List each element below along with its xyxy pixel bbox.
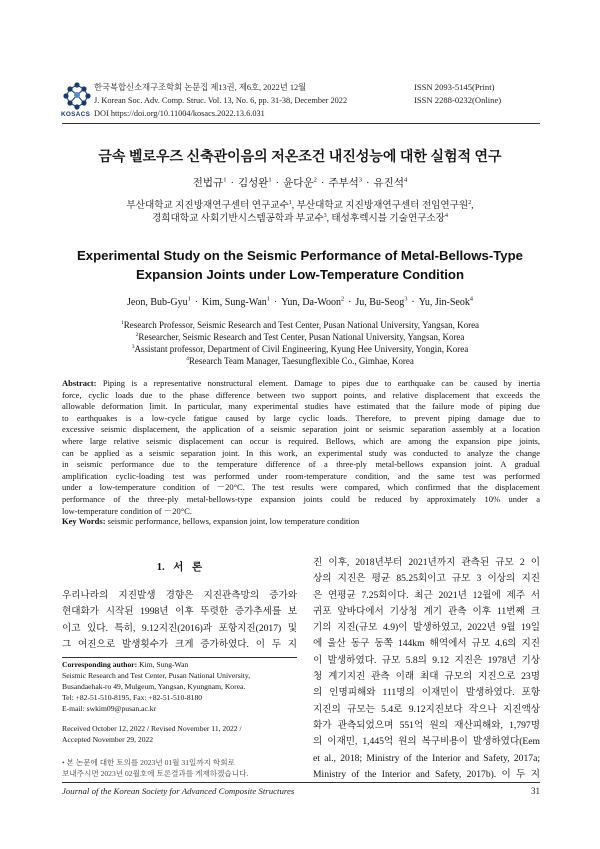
author-sup: 4 [403,176,408,184]
date-line: Accepted November 29, 2022 [62,735,154,744]
corresponding-name: Kim, Sung-Wan [139,660,189,669]
footer-divider [62,782,540,783]
author-name: 김성완 [237,178,269,189]
affiliation-line [0,199,600,212]
body-line: 귀포 앞바다에서 기상청 계기 관측 이후 11번째 크 [313,605,540,617]
affiliation-sup: 4 [445,212,448,219]
author-separator: · [366,178,370,189]
journal-korean: 한국복합신소재구조학회 논문집 제13권, 제6호, 2022년 12월 [94,83,307,92]
author-name: Kim, Sung-Wan [202,297,267,308]
affiliation-text: 부산대학교 지진방재연구센터 전임연구원 [296,200,469,211]
affiliation-text: Research Team Manager, Taesungflexible Co., Gimhae, Korea [188,356,414,366]
title-korean: 금속 벨로우즈 신축관이음의 저온조건 내진성능에 대한 실험적 연구 [98,150,502,165]
body-line: 그 여진으로 발생횟수가 크게 증가하였다. 이 두 지 [62,638,297,650]
body-line: 상의 지진은 평균 85.25회이고 규모 3 이상의 지진 [313,573,540,585]
author-sup: 1 [266,295,270,303]
abstract-line [62,378,540,390]
affiliation-text: Assistant professor, Department of Civil Engineering, Kyung Hee University, Yongin, Korea [134,344,469,354]
keywords-label: Key Words: [62,516,106,526]
affiliation-line [0,212,600,225]
doi-link[interactable]: DOI https://doi.org/10.11004/kosacs.2022.13.6.031 [94,109,265,118]
abstract-line: performance of the three-ply metal-bellows-type expansion joints could be reduced by approximately 10% under a [62,493,540,504]
affiliation-sup: 1 [288,199,292,206]
body-line: 은 연평균 7.25회이다. 최근 2021년 12월에 제주 서 [313,589,540,601]
issn-print: ISSN 2093-5145(Print) [414,82,495,92]
abstract-line: to earthquakes is a low-cycle fatigue caused by large cyclic loads. Therefore, to prevent piping damage due to [62,412,540,423]
keywords-text: seismic performance, bellows, expansion joint, low temperature condition [107,516,360,526]
corresponding-author-line [62,659,297,670]
body-line: 청 계기지진 관측 이래 최대 규모의 지진으로 23명 [313,671,540,683]
affiliation-line [0,319,600,331]
author-sup: 2 [313,176,317,184]
author-separator: · [273,297,278,308]
corresponding-line: E-mail: swkim09@pusan.ac.kr [62,704,157,713]
journal-english: J. Korean Soc. Adv. Comp. Struc. Vol. 13, No. 6, pp. 31-38, December 2022 [94,96,348,105]
corresponding-label: Corresponding author: [62,660,138,669]
abstract-line: can be applied as a seismic separation joint. In this work, an experimental study was conducted to analyze the change [62,447,540,458]
body-line: 이고 있다. 특히, 9.12지진(2016)과 포항지진(2017) 및 [62,622,297,634]
body-line: 진 이후, 2018년부터 2021년까지 관측된 규모 2 이 [313,557,540,568]
affiliation-punct: , [291,200,295,211]
intro-right-column [313,555,540,783]
abstract-line: excessive seismic displacement, the application of a seismic separation joint or seismic separation assembly at a location [62,424,540,435]
body-line: et al., 2018; Ministry of the Interior and Safety, 2017a; [313,752,540,764]
date-line: Received October 12, 2022 / Revised November 11, 2022 / [62,724,242,733]
affiliations-korean [0,199,600,225]
note-line: • 본 논문에 대한 토의를 2023년 01월 31일까지 학회로 [62,758,235,767]
body-line: 지진의 규모는 5.4로 9.12지진보다 작으나 지진액상 [313,703,540,715]
author-sup: 2 [340,295,345,303]
author-name: 윤다운 [283,178,314,189]
abstract-label: Abstract: [62,378,97,388]
author-separator: · [275,178,280,189]
affiliation-sup: 2 [135,332,139,338]
title-english-line: Expansion Joints under Low-Temperature Condition [136,267,464,282]
affiliation-sup: 3 [323,212,327,219]
keywords [62,516,540,528]
manuscript-dates [62,723,297,745]
intro-left-column [62,588,297,653]
body-line: 우리나라의 지진발생 경향은 지진관측망의 증가와 [62,590,297,601]
corresponding-line: Seismic Research and Test Center, Pusan National University, [62,671,251,680]
body-line: 기의 지진(규모 4.9)이 발생하였고, 2022년 9월 19일 [313,622,540,634]
journal-header [94,81,347,120]
author-sup: 1 [223,176,227,184]
body-line: 이 발생하였다. 규모 5.8의 9.12 지진은 1978년 기상 [313,654,540,666]
abstract-line: force, cyclic loads due to the phase difference between two support points, and relative displacement that exceeds the [62,389,540,400]
section-heading: 1. 서 론 [156,562,203,573]
footnote-divider [62,657,297,658]
affiliation-punct: , [326,213,329,224]
kosacs-logo-icon [62,82,92,110]
body-line: 의 이재민, 1,445억 원의 복구비용이 발생하였다(Eem [313,736,540,748]
author-separator: · [194,297,199,308]
author-separator: · [411,297,415,308]
body-line: Ministry of the Interior and Safety, 2017b). 이 두 지 [313,768,540,780]
issn-online: ISSN 2288-0232(Online) [414,95,502,105]
affiliation-line [0,331,600,343]
discussion-note [62,757,297,779]
affiliation-punct: , [471,200,474,211]
affiliation-line [0,343,600,355]
author-name: Yu, Jin-Seok [418,297,470,308]
body-line: 의 인명피해와 111명의 이재민이 발생하였다. 포항 [313,687,540,699]
affiliation-text: Research Professor, Seismic Research and Test Center, Pusan National University, Yangsan, Korea [123,320,480,330]
corresponding-line: Tel: +82-51-510-8195, Fax: +82-51-510-8180 [62,693,203,702]
corresponding-author-block [62,659,297,714]
affiliation-text: 부산대학교 지진방재연구센터 연구교수 [126,200,289,211]
issn-block [414,81,501,107]
affiliation-line [0,355,600,367]
author-sup: 4 [469,295,473,303]
author-sup: 3 [358,176,363,184]
author-separator: · [230,178,234,189]
affiliation-sup: 3 [131,344,135,350]
affiliation-sup: 2 [468,199,472,206]
author-name: 주부석 [328,178,359,189]
authors-korean [0,177,600,191]
abstract-line: allowable deformation limit. In particular, many experimental studies have estimated that the failure mode of piping due [62,401,540,412]
affiliation-text: 태성후렉시블 기술연구소장 [331,213,446,224]
title-english [0,246,600,284]
author-name: Yun, Da-Woon [281,297,341,308]
body-line: 에 울산 동구 동쪽 144km 해역에서 규모 4.6의 지진 [313,638,540,650]
abstract-line: where large relative seismic displacement can occur is required. Bellows, which are among the expansion pipe joints, [62,435,540,446]
abstract [62,378,540,517]
header-divider [62,123,540,124]
corresponding-details [62,670,297,714]
corresponding-line: Busandaehak-ro 49, Mulgeum, Yangsan, Kyungnam, Korea. [62,682,246,691]
affiliation-sup: 1 [120,320,124,326]
author-sup: 1 [187,295,191,303]
body-line: 현대화가 시작된 1998년 이후 뚜렷한 증가추세를 보 [62,606,297,618]
author-name: 전법규 [192,178,224,189]
affiliation-text: Researcher, Seismic Research and Test Center, Pusan National University, Yangsan, Korea [138,332,465,342]
kosacs-logo-text: KOSACS [61,111,91,118]
author-name: Jeon, Bub-Gyu [127,297,188,308]
body-line: 화가 관측되었으며 551억 원의 재산피해와, 1,797명 [313,719,540,731]
abstract-line: amplification cyclic-loading test was performed under room-temperature condition, and the same test was performed [62,470,540,481]
authors-english [0,296,600,309]
title-english-line: Experimental Study on the Seismic Performance of Metal-Bellows-Type [76,248,524,263]
author-name: Ju, Bu-Seog [355,297,405,308]
abstract-text: Piping is a representative nonstructural element. Damage to pipes due to earthquake can be caused by inertia [102,378,540,388]
author-separator: · [320,178,325,189]
abstract-line: under a low-temperature condition of －20°C. The test results were compared, which confirmed that the displacement [62,482,540,493]
affiliation-sup: 4 [186,356,189,362]
author-sup: 1 [268,176,272,184]
footer-journal-name: Journal of the Korean Society for Advanced Composite Structures [62,786,295,796]
author-name: 유진석 [373,178,404,189]
affiliation-text: 경희대학교 사회기반시스템공학과 부교수 [152,213,324,224]
abstract-line: in seismic performance due to the temperature difference of a three-ply metal-bellows expansion joint. A gradual [62,459,540,470]
abstract-line: low-temperature condition of －20°C. [62,505,192,516]
affiliations-english [0,319,600,367]
author-separator: · [348,297,352,308]
note-line: 보내주시면 2023년 02월호에 토론결과를 게재하겠습니다. [62,769,249,778]
author-sup: 3 [404,295,408,303]
page-number: 31 [531,786,540,796]
